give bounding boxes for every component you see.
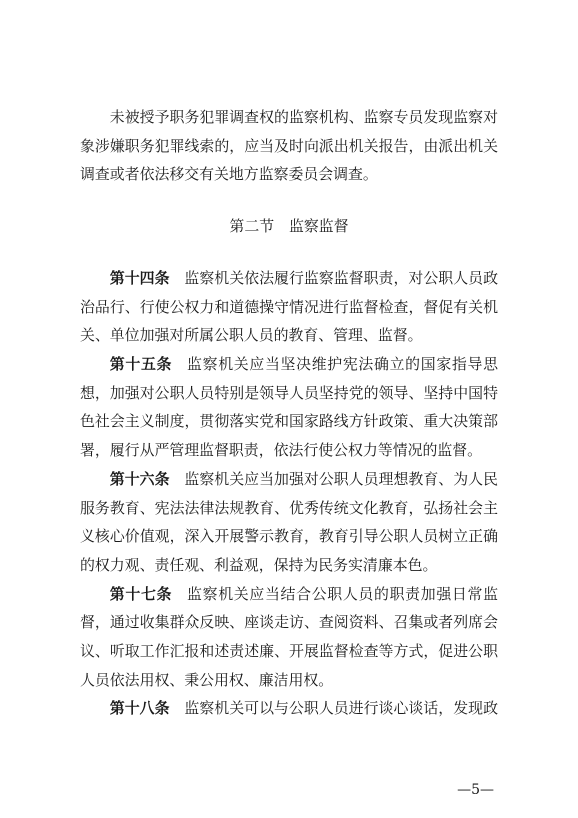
article-label: 第十四条 [109, 269, 170, 287]
text-line [80, 321, 498, 350]
article-paragraph [80, 694, 498, 723]
line-text: 想，加强对公职人员特别是领导人员坚持党的领导、坚持中国特 [80, 383, 498, 402]
line-text: 议、听取工作汇报和述责述廉、开展监督检查等方式，促进公职 [80, 641, 498, 660]
text-line [80, 694, 498, 723]
page-number: —5— [457, 782, 494, 798]
line-text: 监察机关应当加强对公职人员理想教育、为人民 [184, 469, 498, 488]
line-text: 义核心价值观，深入开展警示教育，教育引导公职人员树立正确 [80, 527, 498, 546]
text-line [80, 293, 498, 322]
article-label: 第十六条 [109, 469, 170, 488]
line-text: 人员依法用权、秉公用权、廉洁用权。 [80, 670, 334, 689]
text-line [80, 522, 498, 551]
line-text: 督，通过收集群众反映、座谈走访、查阅资料、召集或者列席会 [80, 613, 498, 632]
line-text: 监察机关依法履行监察监督职责，对公职人员政 [184, 269, 498, 287]
text-line [80, 637, 498, 666]
line-text: 监察机关可以与公职人员进行谈心谈话，发现政 [184, 699, 498, 718]
text-line [80, 132, 498, 161]
article-label: 第十五条 [109, 355, 173, 374]
section-title: 监察监督 [289, 217, 349, 235]
articles-list [80, 264, 498, 723]
line-text: 的权力观、责任观、利益观，保持为民务实清廉本色。 [80, 555, 438, 574]
line-text: 署，履行从严管理监督职责，依法行使公权力等情况的监督。 [80, 441, 483, 460]
text-line [80, 608, 498, 637]
line-text: 象涉嫌职务犯罪线索的，应当及时向派出机关报告，由派出机关 [80, 136, 498, 155]
line-text: 未被授予职务犯罪调查权的监察机构、监察专员发现监察对 [109, 108, 498, 126]
article-paragraph [80, 350, 498, 465]
article-label: 第十七条 [109, 584, 173, 603]
text-line [80, 160, 498, 189]
text-line [80, 407, 498, 436]
article-paragraph [80, 264, 498, 350]
intro-paragraph [80, 103, 498, 189]
text-line [80, 103, 498, 132]
line-text: 监察机关应当结合公职人员的职责加强日常监 [187, 584, 498, 603]
text-line [80, 465, 498, 494]
section-number: 第二节 [229, 217, 275, 235]
text-line [80, 551, 498, 580]
line-text: 调查或者依法移交有关地方监察委员会调查。 [80, 165, 378, 184]
line-text: 色社会主义制度，贯彻落实党和国家路线方针政策、重大决策部 [80, 412, 498, 431]
article-paragraph [80, 465, 498, 580]
text-line [80, 379, 498, 408]
text-line [80, 264, 498, 293]
text-line [80, 436, 498, 465]
line-text: 治品行、行使公权力和道德操守情况进行监督检查，督促有关机 [80, 297, 498, 316]
line-text: 服务教育、宪法法律法规教育、优秀传统文化教育，弘扬社会主 [80, 498, 498, 517]
text-line [80, 350, 498, 379]
text-line [80, 494, 498, 523]
text-line [80, 666, 498, 695]
article-label: 第十八条 [109, 699, 170, 718]
text-line [80, 580, 498, 609]
section-heading [0, 212, 578, 241]
line-text: 监察机关应当坚决维护宪法确立的国家指导思 [187, 355, 498, 374]
line-text: 关、单位加强对所属公职人员的教育、管理、监督。 [80, 326, 423, 345]
article-paragraph [80, 580, 498, 695]
